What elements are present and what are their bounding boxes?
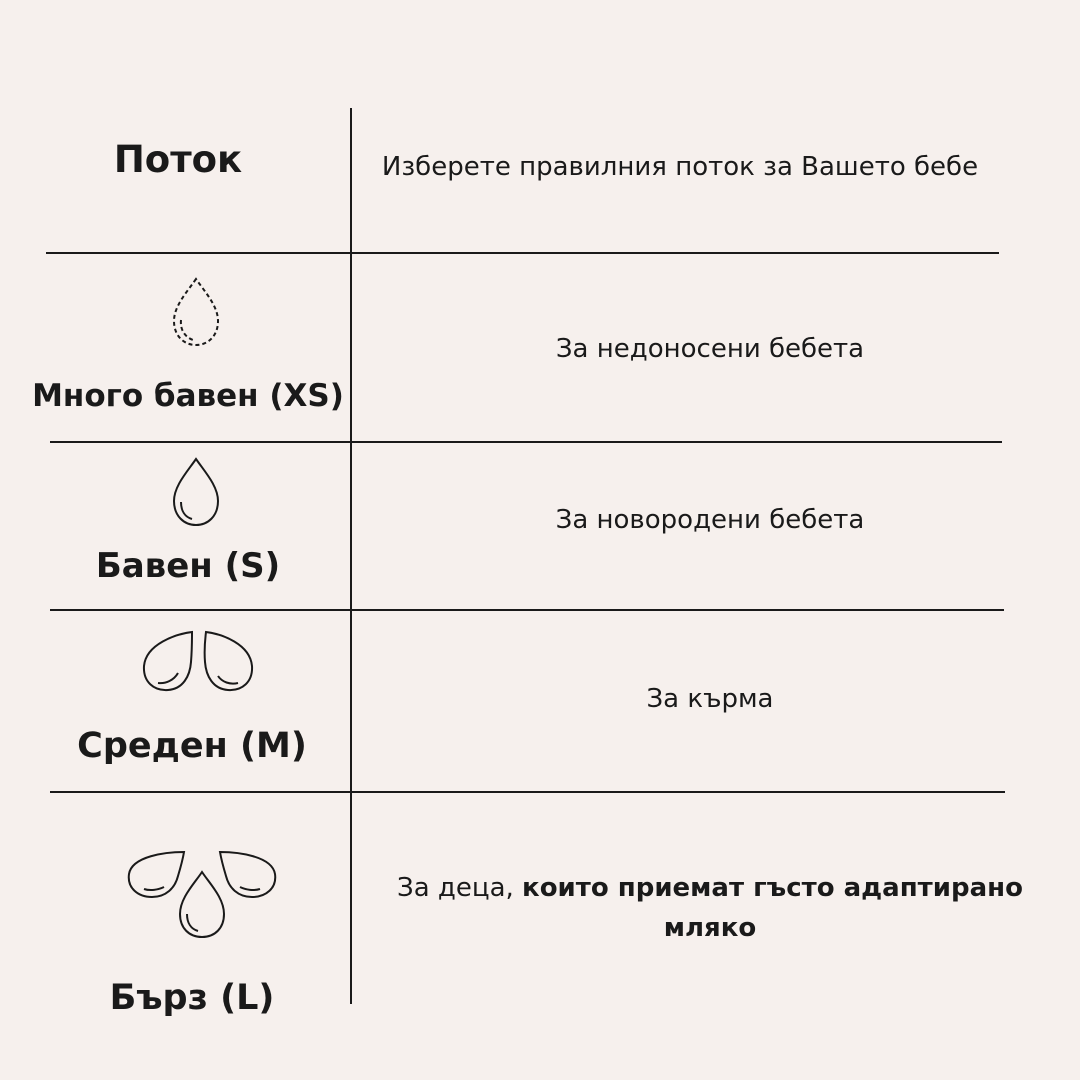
two-drops-icon	[136, 626, 260, 696]
row-divider	[50, 791, 1005, 793]
column-divider	[350, 108, 352, 1004]
three-drops-icon	[124, 846, 280, 942]
row-description-l	[385, 868, 1035, 948]
row-divider	[46, 252, 999, 254]
row-label-m: Среден (M)	[77, 726, 307, 766]
row-label-l: Бърз (L)	[109, 978, 275, 1018]
row-label-xs: Много бавен (XS)	[32, 378, 344, 414]
row-label-s: Бавен (S)	[95, 546, 281, 586]
drop-dashed-icon	[165, 276, 225, 348]
drop-icon	[165, 456, 225, 528]
row-divider	[50, 441, 1002, 443]
row-divider	[50, 609, 1004, 611]
row-description-l-plain: За деца,	[397, 873, 523, 903]
row-description-xs: За недоносени бебета	[555, 334, 865, 364]
row-description-l-bold: които приемат гъсто адаптирано	[522, 873, 1023, 903]
row-description-m: За кърма	[646, 684, 774, 714]
row-description-l-bold-cont: мляко	[663, 913, 757, 943]
row-description-s: За новородени бебета	[555, 505, 865, 535]
header-flow-label: Поток	[113, 138, 243, 181]
header-subtitle: Изберете правилния поток за Вашето бебе	[381, 152, 979, 182]
